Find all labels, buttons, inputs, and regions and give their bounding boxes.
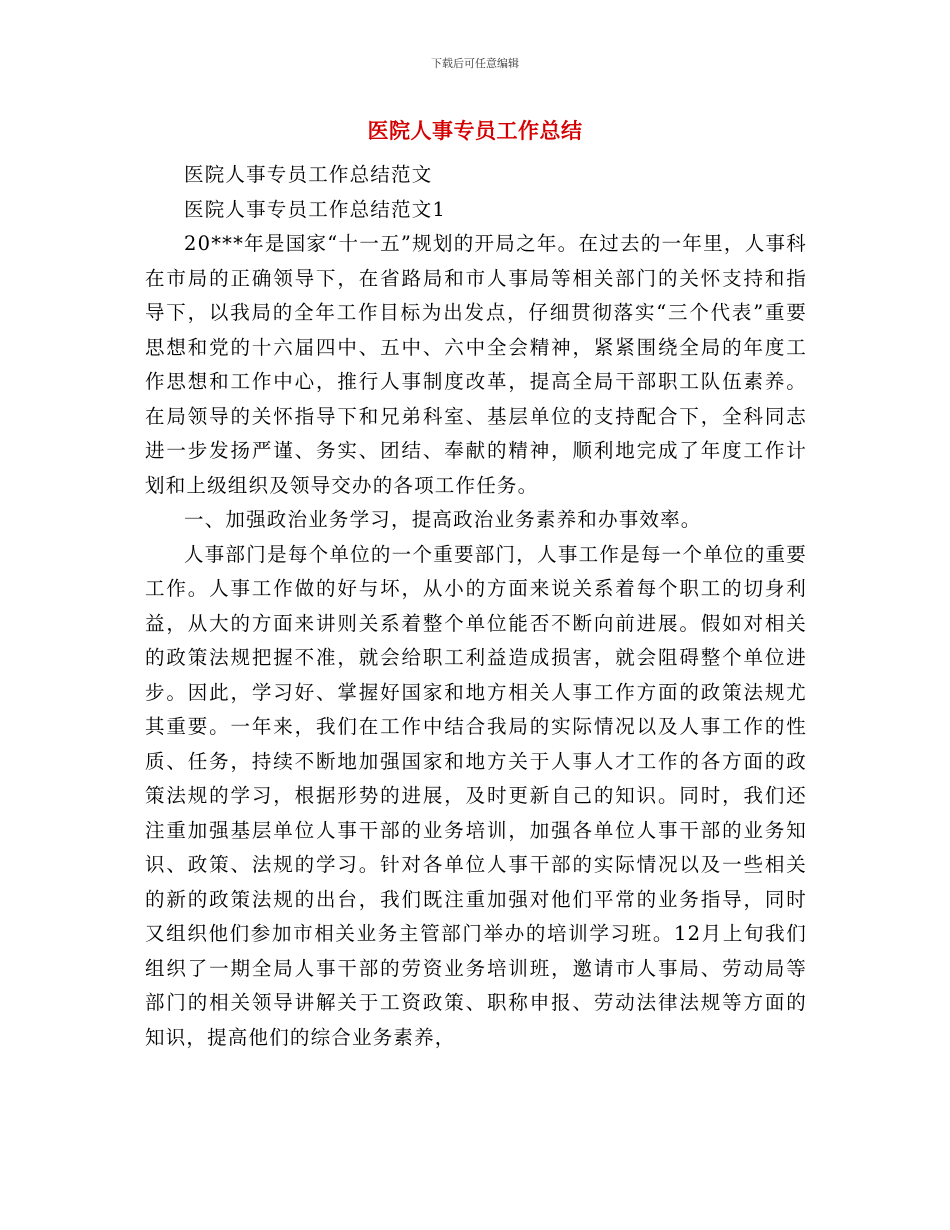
document-title: 医院人事专员工作总结 [367, 118, 583, 143]
document-body [145, 158, 807, 1055]
body-paragraph: 人事部门是每个单位的一个重要部门，人事工作是每一个单位的重要工作。人事工作做的好与坏，从小的方面来说关系着每个职工的切身利益，从大的方面来讲则关系着整个单位能否不断向前进展。假如对相关的政策法规把握不准，就会给职工利益造成损害，就会阻碍整个单位进步。因此，学习好、掌握好国家和地方相关人事工作方面的政策法规尤其重要。一年来，我们在工作中结合我局的实际情况以及人事工作的性质、任务，持续不断地加强国家和地方关于人事人才工作的各方面的政策法规的学习，根据形势的进展，及时更新自己的知识。同时，我们还注重加强基层单位人事干部的业务培训，加强各单位人事干部的业务知识、政策、法规的学习。针对各单位人事干部的实际情况以及一些相关的新的政策法规的出台，我们既注重加强对他们平常的业务指导，同时又组织他们参加市相关业务主管部门举办的培训学习班。12月上旬我们组织了一期全局人事干部的劳资业务培训班，邀请市人事局、劳动局等部门的相关领导讲解关于工资政策、职称申报、劳动法律法规等方面的知识，提高他们的综合业务素养， [145, 542, 807, 1049]
header-note: 下载后可任意编辑 [431, 57, 519, 70]
section-heading: 一、加强政治业务学习，提高政治业务素养和办事效率。 [184, 508, 702, 531]
subtitle-line: 医院人事专员工作总结范文 [184, 163, 433, 186]
subtitle-line-numbered: 医院人事专员工作总结范文1 [184, 197, 447, 221]
intro-paragraph: 20***年是国家“十一五”规划的开局之年。在过去的一年里，人事科在市局的正确领导下，在省路局和市人事局等相关部门的关怀支持和指导下，以我局的全年工作目标为出发点，仔细贯彻落实“三个代表”重要思想和党的十六届四中、五中、六中全会精神，紧紧围绕全局的年度工作思想和工作中心，推行人事制度改革，提高全局干部职工队伍素养。在局领导的关怀指导下和兄弟科室、基层单位的支持配合下，全科同志进一步发扬严谨、务实、团结、奉献的精神，顺利地完成了年度工作计划和上级组织及领导交办的各项工作任务。 [145, 232, 807, 497]
